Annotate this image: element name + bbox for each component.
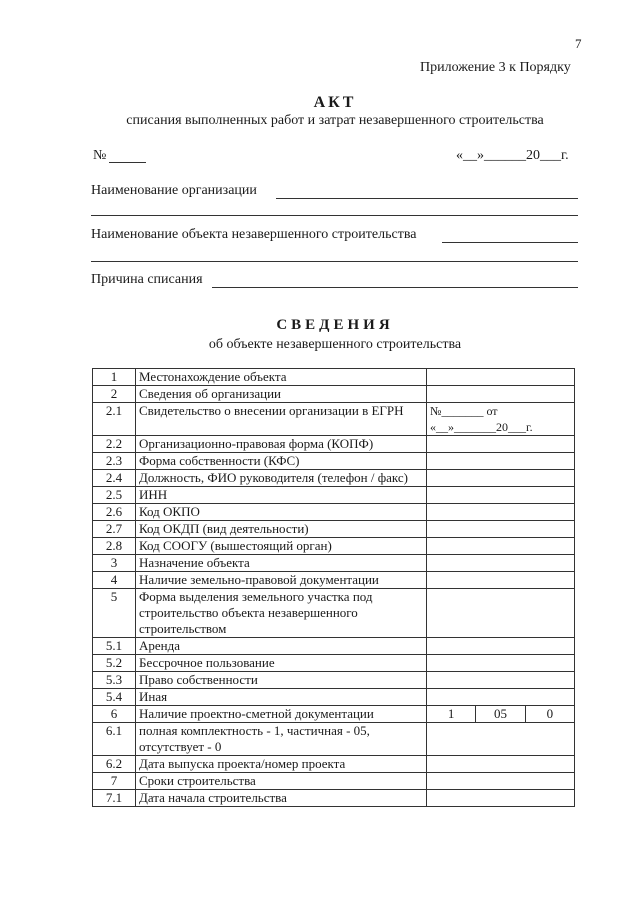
row-number: 2.8 xyxy=(93,538,136,555)
table-row xyxy=(93,773,575,790)
act-number-label: № xyxy=(93,148,107,163)
table-row xyxy=(93,504,575,521)
option-cell[interactable]: 0 xyxy=(525,706,574,722)
row-number: 6.1 xyxy=(93,723,136,756)
page-number: 7 xyxy=(575,36,582,51)
option-cell[interactable]: 1 xyxy=(447,706,455,721)
row-description: Аренда xyxy=(136,638,427,655)
row-number: 2.5 xyxy=(93,487,136,504)
row-value[interactable] xyxy=(427,555,575,572)
act-date-template: «__»______20___г. xyxy=(456,148,569,163)
row-number: 2.2 xyxy=(93,436,136,453)
table-row xyxy=(93,453,575,470)
table-row xyxy=(93,369,575,386)
row-number: 4 xyxy=(93,572,136,589)
row-number: 2.7 xyxy=(93,521,136,538)
org-name-label: Наименование организации xyxy=(91,183,257,198)
row-description: Дата начала строительства xyxy=(136,790,427,807)
row-value[interactable] xyxy=(427,403,575,436)
row-description: Местонахождение объекта xyxy=(136,369,427,386)
table-row xyxy=(93,790,575,807)
row-number: 3 xyxy=(93,555,136,572)
table-row xyxy=(93,572,575,589)
table-row xyxy=(93,470,575,487)
row-description: Должность, ФИО руководителя (телефон / факс) xyxy=(136,470,427,487)
table-row xyxy=(93,403,575,436)
appendix-note: Приложение 3 к Порядку xyxy=(420,60,571,75)
row-value[interactable] xyxy=(427,487,575,504)
row-description: Организационно-правовая форма (КОПФ) xyxy=(136,436,427,453)
object-name-label: Наименование объекта незавершенного строительства xyxy=(91,227,417,242)
object-info-table xyxy=(92,368,575,807)
row-number: 5 xyxy=(93,589,136,638)
row-number: 6 xyxy=(93,706,136,723)
row-description: Код СООГУ (вышестоящий орган) xyxy=(136,538,427,555)
row-description: Право собственности xyxy=(136,672,427,689)
row-description: Сведения об организации xyxy=(136,386,427,403)
section-subtitle: об объекте незавершенного строительства xyxy=(208,337,462,352)
table-row xyxy=(93,538,575,555)
table-row xyxy=(93,487,575,504)
row-description: Код ОКПО xyxy=(136,504,427,521)
row-description: Бессрочное пользование xyxy=(136,655,427,672)
row-value[interactable] xyxy=(427,504,575,521)
table-row xyxy=(93,706,575,723)
row-number: 5.3 xyxy=(93,672,136,689)
reason-field[interactable] xyxy=(212,287,578,288)
row-number: 6.2 xyxy=(93,756,136,773)
table-row xyxy=(93,436,575,453)
section-title: СВЕДЕНИЯ xyxy=(276,317,394,333)
row-description: Дата выпуска проекта/номер проекта xyxy=(136,756,427,773)
row-description: Назначение объекта xyxy=(136,555,427,572)
row-value[interactable] xyxy=(427,756,575,773)
org-name-field[interactable] xyxy=(276,198,578,199)
row-value[interactable] xyxy=(427,470,575,487)
table-row xyxy=(93,723,575,756)
row-number: 2.4 xyxy=(93,470,136,487)
row-value[interactable] xyxy=(427,689,575,706)
org-name-field-line-2[interactable] xyxy=(91,215,578,216)
row-value[interactable] xyxy=(427,790,575,807)
row-value[interactable] xyxy=(427,386,575,403)
object-name-field-line-2[interactable] xyxy=(91,261,578,262)
row-value[interactable] xyxy=(427,638,575,655)
value-options xyxy=(427,706,574,722)
row-value[interactable] xyxy=(427,672,575,689)
row-value[interactable] xyxy=(427,521,575,538)
table-row xyxy=(93,672,575,689)
row-value[interactable] xyxy=(427,538,575,555)
row-value[interactable] xyxy=(427,436,575,453)
row-number: 2.6 xyxy=(93,504,136,521)
row-description: Свидетельство о внесении организации в ЕГРН xyxy=(136,403,427,436)
table-row xyxy=(93,756,575,773)
table-row xyxy=(93,589,575,638)
row-description: ИНН xyxy=(136,487,427,504)
row-value-text: №_______ от «__»_______20___г. xyxy=(430,404,533,434)
table-row xyxy=(93,655,575,672)
row-description: Наличие проектно-сметной документации xyxy=(136,706,427,723)
row-number: 1 xyxy=(93,369,136,386)
table-row xyxy=(93,386,575,403)
row-value[interactable] xyxy=(427,773,575,790)
row-description: Иная xyxy=(136,689,427,706)
row-description: Код ОКДП (вид деятельности) xyxy=(136,521,427,538)
table-row xyxy=(93,638,575,655)
row-description: Форма собственности (КФС) xyxy=(136,453,427,470)
row-value[interactable] xyxy=(427,369,575,386)
row-description: Наличие земельно-правовой документации xyxy=(136,572,427,589)
row-value[interactable] xyxy=(427,453,575,470)
act-number-field[interactable] xyxy=(109,162,146,163)
document-subtitle: списания выполненных работ и затрат незавершенного строительства xyxy=(126,113,544,128)
row-description: полная комплектность - 1, частичная - 05, отсутствует - 0 xyxy=(136,723,427,756)
row-value[interactable] xyxy=(427,572,575,589)
row-number: 2 xyxy=(93,386,136,403)
option-cell[interactable]: 05 xyxy=(475,706,524,722)
row-number: 2.1 xyxy=(93,403,136,436)
row-number: 2.3 xyxy=(93,453,136,470)
row-description: Сроки строительства xyxy=(136,773,427,790)
row-number: 7 xyxy=(93,773,136,790)
row-number: 7.1 xyxy=(93,790,136,807)
object-name-field[interactable] xyxy=(442,242,578,243)
row-number: 5.4 xyxy=(93,689,136,706)
row-number: 5.1 xyxy=(93,638,136,655)
row-number: 5.2 xyxy=(93,655,136,672)
document-title: АКТ xyxy=(313,94,357,111)
table-row xyxy=(93,689,575,706)
table-row xyxy=(93,521,575,538)
row-value[interactable] xyxy=(427,589,575,638)
row-description: Форма выделения земельного участка под строительство объекта незавершенного строительством xyxy=(136,589,427,638)
row-value[interactable] xyxy=(427,655,575,672)
table-row xyxy=(93,555,575,572)
reason-label: Причина списания xyxy=(91,272,203,287)
